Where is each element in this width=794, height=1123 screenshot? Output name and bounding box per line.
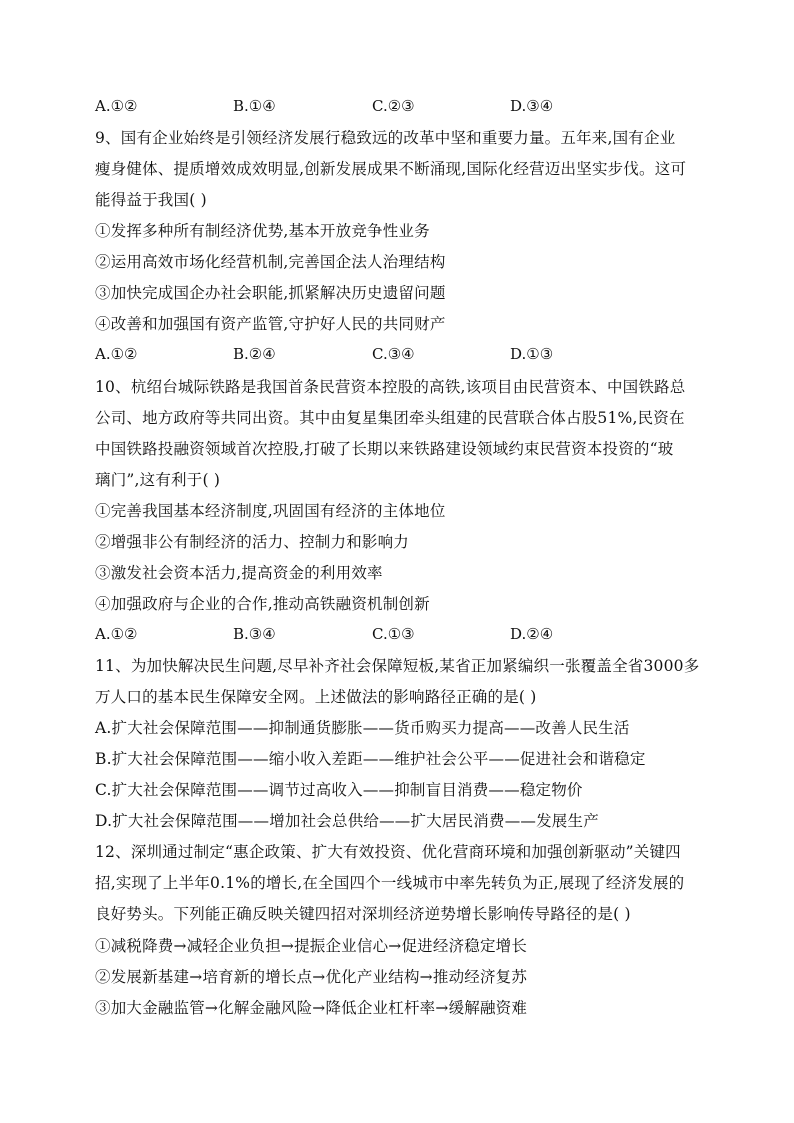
q9-item-1: ①发挥多种所有制经济优势,基本开放竞争性业务	[95, 222, 430, 240]
q10-option-c: C.①③	[372, 625, 415, 643]
q8-option-b: B.①④	[233, 97, 276, 115]
q9-option-b: B.②④	[233, 345, 276, 363]
q8-option-a: A.①②	[95, 97, 138, 115]
q10-item-2: ②增强非公有制经济的活力、控制力和影响力	[95, 533, 410, 551]
q9-option-d: D.①③	[510, 345, 554, 363]
q11-option-a: A.扩大社会保障范围——抑制通货膨胀——货币购买力提高——改善人民生活	[95, 719, 630, 737]
q9-stem-line-1: 9、国有企业始终是引领经济发展行稳致远的改革中坚和重要力量。五年来,国有企业	[95, 129, 676, 147]
q11-stem-line-2: 万人口的基本民生保障安全网。上述做法的影响路径正确的是( )	[95, 688, 537, 706]
q11-option-c: C.扩大社会保障范围——调节过高收入——抑制盲目消费——稳定物价	[95, 781, 583, 799]
q8-option-d: D.③④	[510, 97, 554, 115]
q10-option-b: B.③④	[233, 625, 276, 643]
q12-stem-line-1: 12、深圳通过制定“惠企政策、扩大有效投资、优化营商环境和加强创新驱动”关键四	[95, 843, 681, 861]
q11-stem-line-1: 11、为加快解决民生问题,尽早补齐社会保障短板,某省正加紧编织一张覆盖全省3000多	[95, 657, 700, 675]
q8-option-c: C.②③	[372, 97, 415, 115]
q11-option-d: D.扩大社会保障范围——增加社会总供给——扩大居民消费——发展生产	[95, 812, 599, 830]
q10-stem-line-3: 中国铁路投融资领域首次控股,打破了长期以来铁路建设领域约束民营资本投资的“玻	[95, 440, 674, 458]
q11-option-b: B.扩大社会保障范围——缩小收入差距——维护社会公平——促进社会和谐稳定	[95, 750, 646, 768]
q10-options	[95, 625, 695, 645]
q9-item-4: ④改善和加强国有资产监管,守护好人民的共同财产	[95, 315, 446, 333]
q12-item-2: ②发展新基建→培育新的增长点→优化产业结构→推动经济复苏	[95, 968, 528, 986]
q9-stem-line-2: 瘦身健体、提质增效成效明显,创新发展成果不断涌现,国际化经营迈出坚实步伐。这可	[95, 160, 687, 178]
q8-options	[95, 97, 695, 117]
q9-options	[95, 345, 695, 365]
q12-item-3: ③加大金融监管→化解金融风险→降低企业杠杆率→缓解融资难	[95, 999, 528, 1017]
q10-option-a: A.①②	[95, 625, 138, 643]
q10-stem-line-2: 公司、地方政府等共同出资。其中由复星集团牵头组建的民营联合体占股51%,民资在	[95, 409, 685, 427]
q9-item-3: ③加快完成国企办社会职能,抓紧解决历史遗留问题	[95, 284, 446, 302]
q10-stem-line-4: 璃门”,这有利于( )	[95, 471, 221, 489]
q9-item-2: ②运用高效市场化经营机制,完善国企法人治理结构	[95, 253, 446, 271]
q9-option-c: C.③④	[372, 345, 415, 363]
q10-item-4: ④加强政府与企业的合作,推动高铁融资机制创新	[95, 595, 430, 613]
q10-item-1: ①完善我国基本经济制度,巩固国有经济的主体地位	[95, 502, 446, 520]
q9-option-a: A.①②	[95, 345, 138, 363]
q10-item-3: ③激发社会资本活力,提高资金的利用效率	[95, 564, 383, 582]
q9-stem-line-3: 能得益于我国( )	[95, 191, 207, 209]
q10-option-d: D.②④	[510, 625, 554, 643]
q12-item-1: ①减税降费→减轻企业负担→提振企业信心→促进经济稳定增长	[95, 937, 528, 955]
q12-stem-line-3: 良好势头。下列能正确反映关键四招对深圳经济逆势增长影响传导路径的是( )	[95, 905, 631, 923]
q12-stem-line-2: 招,实现了上半年0.1%的增长,在全国四个一线城市中率先转负为正,展现了经济发展的	[95, 874, 685, 892]
q10-stem-line-1: 10、杭绍台城际铁路是我国首条民营资本控股的高铁,该项目由民营资本、中国铁路总	[95, 378, 686, 396]
